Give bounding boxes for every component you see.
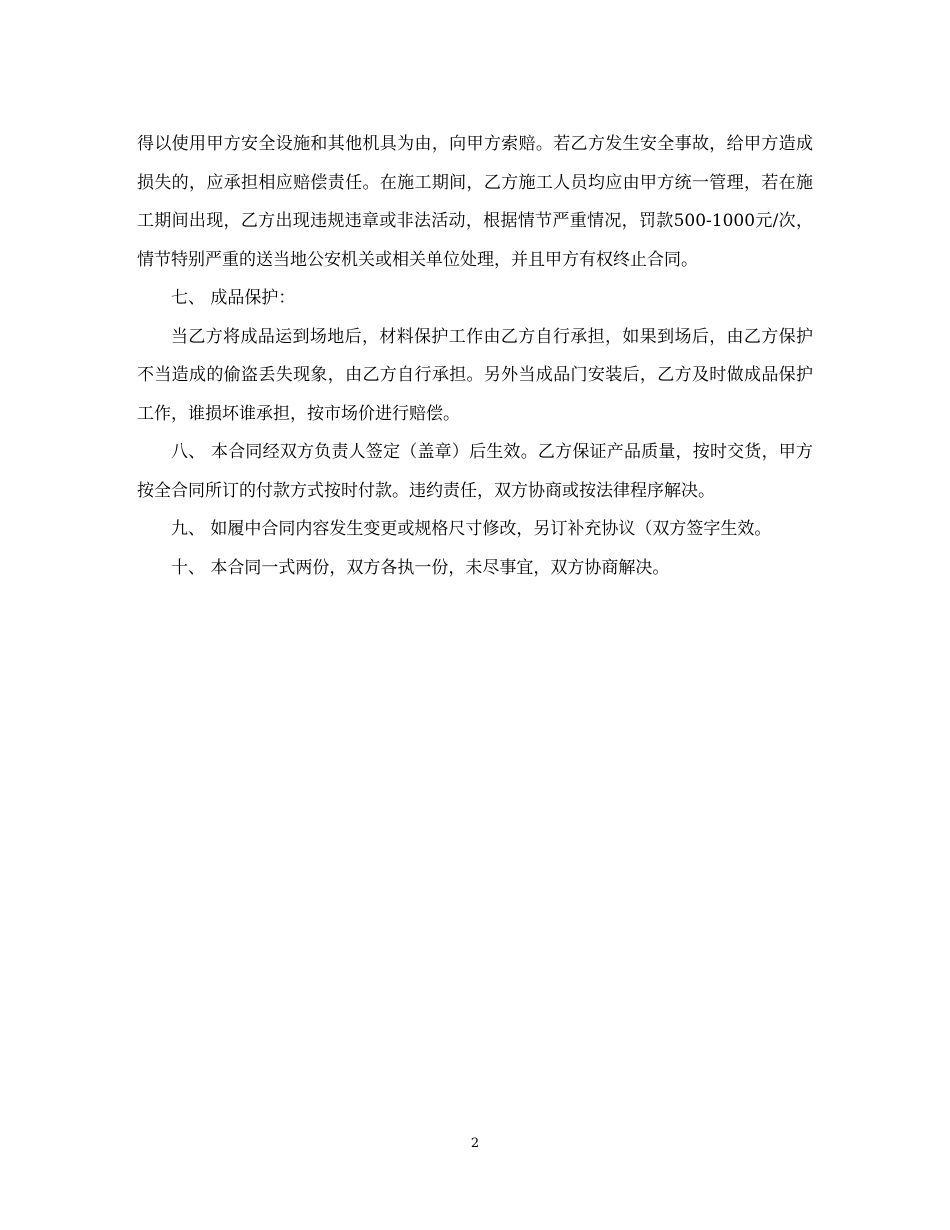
page-number: 2 (470, 1136, 480, 1151)
paragraph-safety-continuation: 得以使用甲方安全设施和其他机具为由，向甲方索赔。若乙方发生安全事故，给甲方造成损失的，应承担相应赔偿责任。在施工期间，乙方施工人员均应由甲方统一管理，若在施工期间出现，乙方出现违规违章或非法活动，根据情节严重情况，罚款500-1000元/次，情节特别严重的送当地公安机关或相关单位处理，并且甲方有权终止合同。 (137, 134, 813, 270)
paragraph-finished-product-protection: 当乙方将成品运到场地后，材料保护工作由乙方自行承担，如果到场后，由乙方保护不当造成的偷盗丢失现象，由乙方自行承担。另外当成品门安装后，乙方及时做成品保护工作，谁损坏谁承担，按市场价进行赔偿。 (137, 326, 813, 424)
section-heading-finished-product-protection: 七、 成品保护： (171, 288, 296, 308)
paragraph-clause-nine: 九、 如履中合同内容发生变更或规格尺寸修改，另订补充协议（双方签字生效。 (171, 519, 772, 539)
paragraph-clause-ten: 十、 本合同一式两份，双方各执一份，未尽事宜，双方协商解决。 (171, 557, 670, 578)
document-body (137, 125, 813, 587)
paragraph-clause-eight: 八、 本合同经双方负责人签定（盖章）后生效。乙方保证产品质量，按时交货，甲方按全合同所订的付款方式按时付款。违约责任，双方协商或按法律程序解决。 (137, 442, 813, 501)
